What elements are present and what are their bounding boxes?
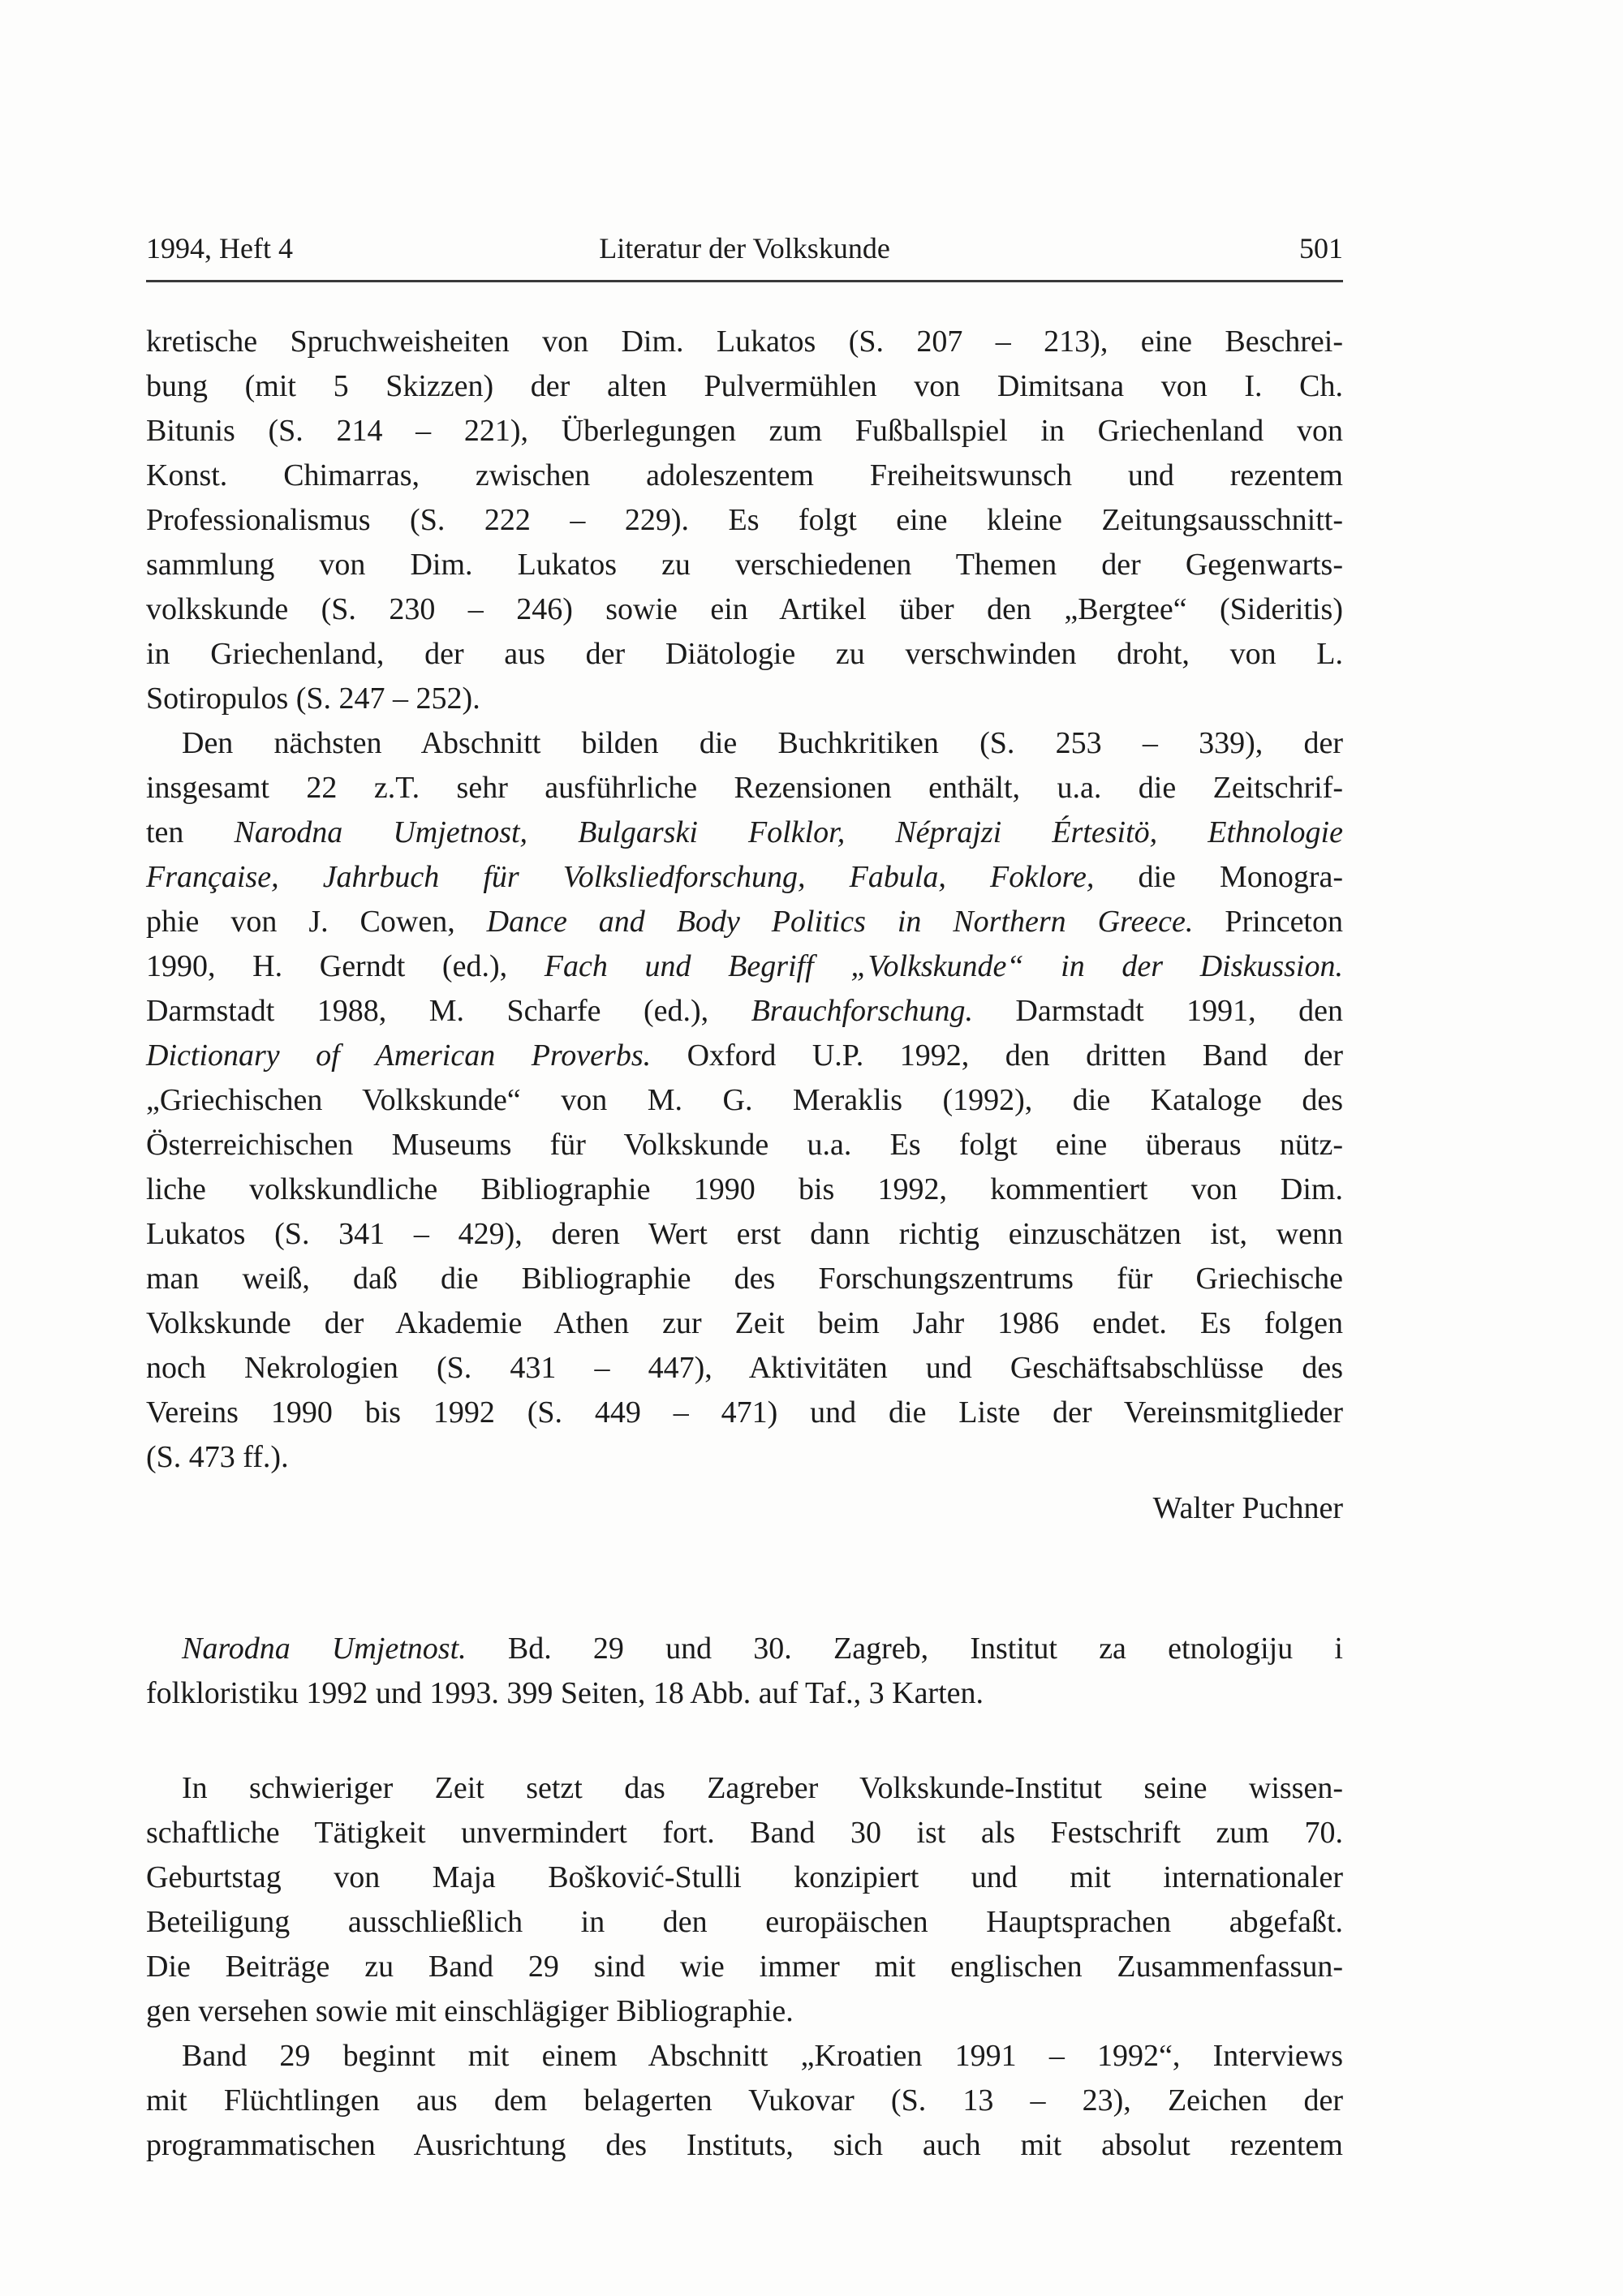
text-line [146, 721, 1343, 766]
text-line [146, 1766, 1343, 1811]
text-line [146, 2079, 1343, 2123]
body-text-segment: schaftliche Tätigkeit unvermindert fort. Band 30 ist als Festschrift zum 70. [146, 1816, 1343, 1850]
text-line [146, 1078, 1343, 1123]
text-line [146, 1811, 1343, 1855]
body-text-segment: gen versehen sowie mit einschlägiger Bibliographie. [146, 1994, 794, 2028]
text-line [146, 2123, 1343, 2168]
article-body [146, 320, 1343, 2168]
body-text-segment: Konst. Chimarras, zwischen adoleszentem Freiheitswunsch und rezentem [146, 458, 1343, 492]
body-text-segment: Volkskunde der Akademie Athen zur Zeit beim Jahr 1986 endet. Es folgen [146, 1306, 1343, 1340]
text-line [146, 1391, 1343, 1435]
italic-text: Brauchforschung. [751, 994, 973, 1028]
body-text-segment: liche volkskundliche Bibliographie 1990 bis 1992, kommentiert von Dim. [146, 1172, 1343, 1206]
text-line [146, 1627, 1343, 1671]
text-line [146, 1212, 1343, 1257]
text-line [146, 409, 1343, 454]
body-text-segment: Darmstadt 1988, M. Scharfe (ed.), [146, 994, 751, 1028]
text-line [146, 677, 1343, 721]
text-line [146, 498, 1343, 543]
body-text-segment: In schwieriger Zeit setzt das Zagreber Volkskunde-Institut seine wissen- [182, 1771, 1343, 1805]
text-line [146, 766, 1343, 810]
body-text-segment: Oxford U.P. 1992, den dritten Band der [651, 1038, 1343, 1073]
text-line [146, 1301, 1343, 1346]
paragraph [146, 1766, 1343, 2034]
body-text-segment: kretische Spruchweisheiten von Dim. Lukatos (S. 207 – 213), eine Beschrei- [146, 325, 1343, 359]
paragraph [146, 1627, 1343, 1716]
section-title: Literatur der Volkskunde [599, 232, 890, 264]
body-text-segment: sammlung von Dim. Lukatos zu verschiedenen Themen der Gegenwarts- [146, 548, 1343, 582]
text-line [146, 1989, 1343, 2034]
text-line [146, 1346, 1343, 1391]
italic-text: Narodna Umjetnost, Bulgarski Folklor, Néprajzi Értesitö, Ethnologie [234, 815, 1343, 849]
body-text-segment: insgesamt 22 z.T. sehr ausführliche Rezensionen enthält, u.a. die Zeitschrif- [146, 771, 1343, 805]
body-text-segment: bung (mit 5 Skizzen) der alten Pulvermühlen von Dimitsana von I. Ch. [146, 369, 1343, 403]
body-text-segment: Beteiligung ausschließlich in den europäischen Hauptsprachen abgefaßt. [146, 1905, 1343, 1939]
page-number: 501 [1299, 232, 1343, 264]
paragraph [146, 721, 1343, 1480]
body-text-segment: volkskunde (S. 230 – 246) sowie ein Artikel über den „Bergtee“ (Sideritis) [146, 592, 1343, 626]
body-text-segment: Lukatos (S. 341 – 429), deren Wert erst dann richtig einzuschätzen ist, wenn [146, 1217, 1343, 1251]
body-text-segment: programmatischen Ausrichtung des Instituts, sich auch mit absolut rezentem [146, 2128, 1343, 2162]
body-text-segment: Band 29 beginnt mit einem Abschnitt „Kroatien 1991 – 1992“, Interviews [182, 2039, 1343, 2073]
text-line [146, 632, 1343, 677]
body-text-segment: noch Nekrologien (S. 431 – 447), Aktivitäten und Geschäftsabschlüsse des [146, 1351, 1343, 1385]
body-text-segment: phie von J. Cowen, [146, 905, 487, 939]
text-line [146, 364, 1343, 409]
body-text-segment: Darmstadt 1991, den [972, 994, 1344, 1028]
text-line [146, 1257, 1343, 1301]
issue-info: 1994, Heft 4 [146, 232, 293, 264]
paragraph [146, 320, 1343, 721]
italic-text: Narodna Umjetnost. [182, 1632, 467, 1666]
body-text-segment: die Monogra- [1094, 860, 1343, 894]
italic-text: Dictionary of American Proverbs. [146, 1038, 652, 1073]
text-line [146, 2034, 1343, 2079]
body-text-segment: ten [146, 815, 235, 849]
body-text-segment: folkloristiku 1992 und 1993. 399 Seiten, 18 Abb. auf Taf., 3 Karten. [146, 1676, 984, 1710]
text-line [146, 320, 1343, 364]
italic-text: Dance and Body Politics in Northern Greece. [486, 905, 1194, 939]
text-line [146, 1945, 1343, 1989]
text-line [146, 810, 1343, 855]
text-line [146, 989, 1343, 1034]
text-line [146, 587, 1343, 632]
body-text-segment: Professionalismus (S. 222 – 229). Es folgt eine kleine Zeitungsausschnitt- [146, 503, 1343, 537]
text-line [146, 543, 1343, 587]
body-text-segment: Österreichischen Museums für Volkskunde u.a. Es folgt eine überaus nütz- [146, 1128, 1343, 1162]
text-line [146, 1671, 1343, 1716]
text-line [146, 1123, 1343, 1167]
header-rule [146, 280, 1343, 282]
paragraph [146, 2034, 1343, 2168]
body-text-segment: Den nächsten Abschnitt bilden die Buchkritiken (S. 253 – 339), der [182, 726, 1343, 760]
body-text-segment: (S. 473 ff.). [146, 1440, 289, 1474]
body-text-segment: 1990, H. Gerndt (ed.), [146, 949, 545, 983]
text-line [146, 1167, 1343, 1212]
signature: Walter Puchner [1152, 1491, 1343, 1525]
italic-text: Fach und Begriff „Volkskunde“ in der Diskussion. [544, 949, 1343, 983]
text-line [146, 855, 1343, 900]
body-text-segment: mit Flüchtlingen aus dem belagerten Vukovar (S. 13 – 23), Zeichen der [146, 2083, 1343, 2118]
text-line [146, 1034, 1343, 1078]
text-line [146, 1435, 1343, 1480]
page-header [146, 230, 1343, 267]
text-line [146, 1900, 1343, 1945]
body-text-segment: Geburtstag von Maja Bošković-Stulli konzipiert und mit internationaler [146, 1860, 1343, 1894]
body-text-segment: Die Beiträge zu Band 29 sind wie immer mit englischen Zusammenfassun- [146, 1950, 1343, 1984]
body-text-segment: Bitunis (S. 214 – 221), Überlegungen zum Fußballspiel in Griechenland von [146, 414, 1343, 448]
text-line [146, 454, 1343, 498]
body-text-segment: Sotiropulos (S. 247 – 252). [146, 681, 480, 716]
body-text-segment: Bd. 29 und 30. Zagreb, Institut za etnologiju i [466, 1632, 1343, 1666]
text-line [146, 944, 1343, 989]
text-line [146, 900, 1343, 944]
body-text-segment: in Griechenland, der aus der Diätologie zu verschwinden droht, von L. [146, 637, 1343, 671]
italic-text: Française, Jahrbuch für Volksliedforschung, Fabula, Foklore, [146, 860, 1095, 894]
body-text-segment: man weiß, daß die Bibliographie des Forschungszentrums für Griechische [146, 1262, 1343, 1296]
text-line [146, 1855, 1343, 1900]
body-text-segment: Vereins 1990 bis 1992 (S. 449 – 471) und die Liste der Vereinsmitglieder [146, 1395, 1343, 1430]
body-text-segment: Princeton [1193, 905, 1343, 939]
body-text-segment: „Griechischen Volkskunde“ von M. G. Meraklis (1992), die Kataloge des [146, 1083, 1343, 1117]
